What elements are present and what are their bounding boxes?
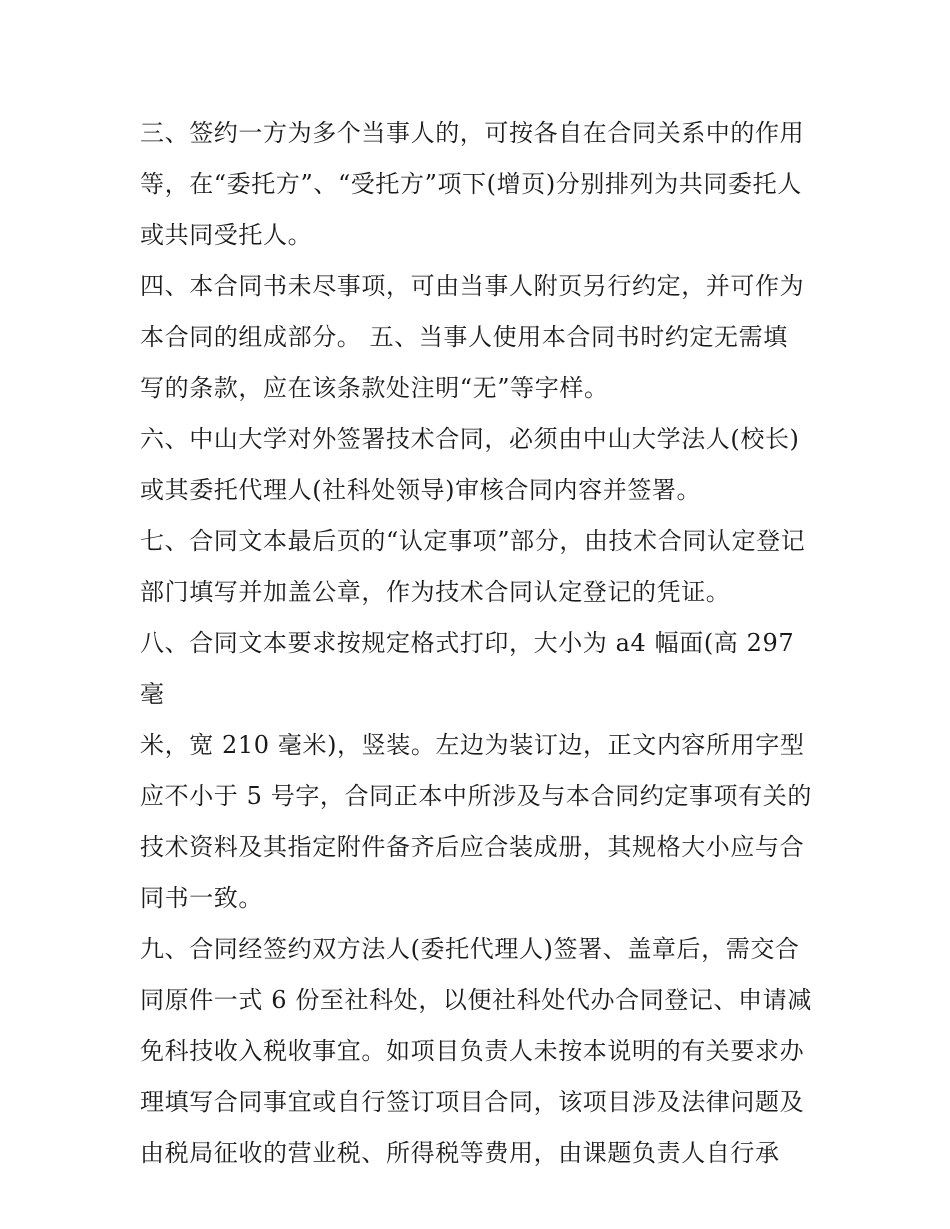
- text-line: 六、中山大学对外签署技术合同，必须由中山大学法人(校长): [140, 425, 800, 453]
- paragraph-8: [140, 618, 820, 924]
- text-line: 同书一致。: [140, 884, 263, 912]
- paragraph-6: [140, 414, 820, 516]
- text-line: 或共同受托人。: [140, 221, 313, 249]
- text-line: 三、签约一方为多个当事人的，可按各自在合同关系中的作用: [140, 119, 805, 147]
- text-line: 四、本合同书未尽事项，可由当事人附页另行约定，并可作为: [140, 272, 805, 300]
- text-line: 或其委托代理人(社科处领导)审核合同内容并签署。: [140, 476, 702, 504]
- text-line: 理填写合同事宜或自行签订项目合同，该项目涉及法律问题及: [140, 1088, 805, 1116]
- text-line: 米，宽 210 毫米)，竖装。左边为装订边，正文内容所用字型: [140, 731, 805, 759]
- text-line: 七、合同文本最后页的“认定事项”部分，由技术合同认定登记: [140, 527, 806, 555]
- text-line: 等，在“委托方”、“受托方”项下(增页)分别排列为共同委托人: [140, 170, 802, 198]
- text-line: 写的条款，应在该条款处注明“无”等字样。: [140, 374, 609, 402]
- text-line: 部门填写并加盖公章，作为技术合同认定登记的凭证。: [140, 578, 731, 606]
- text-line: 由税局征收的营业税、所得税等费用，由课题负责人自行承: [140, 1139, 780, 1167]
- text-line: 八、合同文本要求按规定格式打印，大小为 a4 幅面(高 297 毫: [140, 629, 795, 708]
- text-line: 本合同的组成部分。 五、当事人使用本合同书时约定无需填: [140, 323, 788, 351]
- paragraph-3: [140, 108, 820, 261]
- text-line: 免科技收入税收事宜。如项目负责人未按本说明的有关要求办: [140, 1037, 805, 1065]
- paragraph-7: [140, 516, 820, 618]
- document-body: [140, 108, 820, 1179]
- paragraph-4-5: [140, 261, 820, 414]
- paragraph-9: [140, 924, 820, 1179]
- text-line: 技术资料及其指定附件备齐后应合装成册，其规格大小应与合: [140, 833, 805, 861]
- text-line: 应不小于 5 号字，合同正本中所涉及与本合同约定事项有关的: [140, 782, 812, 810]
- text-line: 同原件一式 6 份至社科处，以便社科处代办合同登记、申请减: [140, 986, 812, 1014]
- text-line: 九、合同经签约双方法人(委托代理人)签署、盖章后，需交合: [140, 935, 800, 963]
